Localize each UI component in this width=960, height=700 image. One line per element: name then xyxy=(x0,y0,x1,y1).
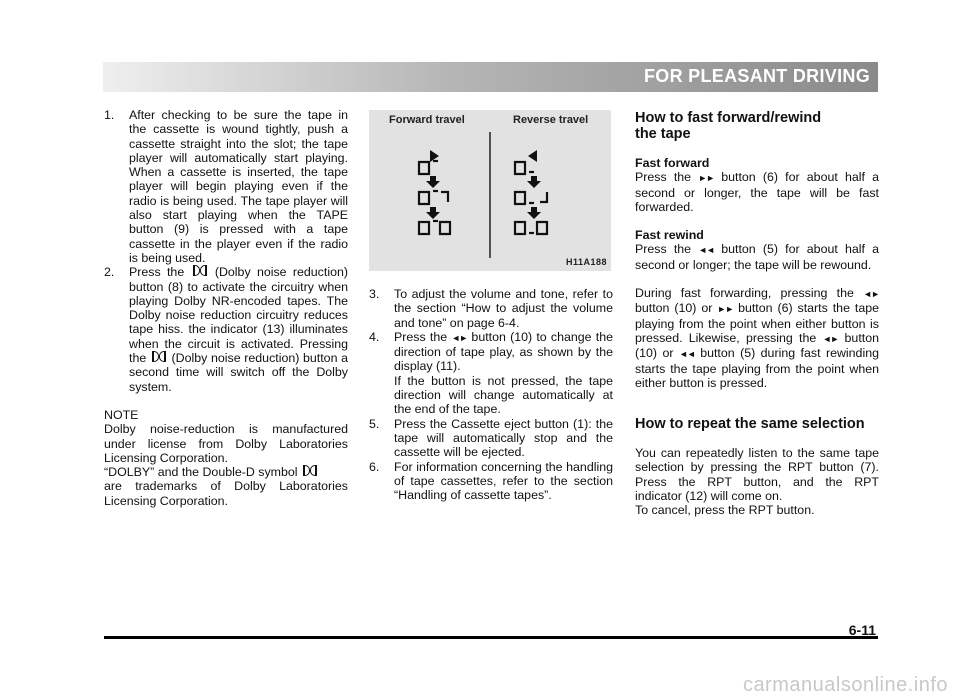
step-text: Press the Cassette eject button (1): the tape will automatically stop and the cassette will be ejected. xyxy=(394,416,613,460)
fast-forward-text xyxy=(635,170,879,214)
note-title: NOTE xyxy=(104,407,139,422)
during-fast-text xyxy=(635,286,879,390)
fast-forward-title: Fast forward xyxy=(635,156,710,170)
rewind-icon: ◄◄ xyxy=(698,245,715,256)
during-text-b: button (10) or xyxy=(635,301,713,316)
footer-rule xyxy=(104,636,878,639)
direction-change-icon: ◄► xyxy=(863,289,879,300)
step-6 xyxy=(369,460,613,503)
dolby-double-d-icon xyxy=(152,351,166,363)
step-text-c: (Dolby noise reduction) button a second time will switch off the Dolby system. xyxy=(129,351,348,394)
during-text-d: button (10) or xyxy=(635,330,879,361)
direction-change-icon: ◄► xyxy=(822,333,839,344)
rw-text-a: Press the xyxy=(635,242,692,257)
fast-forward-icon: ►► xyxy=(698,173,715,184)
watermark: carmanualsonline.info xyxy=(742,674,948,696)
figure-code: H11A188 xyxy=(565,257,607,267)
arrow-down-icon xyxy=(527,176,541,188)
reverse-travel-label: Reverse travel xyxy=(513,114,589,126)
rewind-icon: ◄◄ xyxy=(678,349,695,360)
section-title-line-1: How to fast forward/rewind xyxy=(635,110,822,126)
right-column xyxy=(635,110,879,518)
note-text-1: Dolby noise-reduction is manufactured under license from Dolby Laboratories Licensing Corporation. xyxy=(104,422,348,465)
middle-column xyxy=(369,287,613,502)
step-number: 5. xyxy=(369,416,380,431)
fast-rewind-text xyxy=(635,242,879,272)
step-text-a: Press the xyxy=(129,265,185,280)
dolby-double-d-icon xyxy=(303,465,317,477)
page-header-title: FOR PLEASANT DRIVING xyxy=(643,66,870,86)
section-title-fast-forward-rewind xyxy=(635,110,879,142)
arrow-down-icon xyxy=(527,207,541,219)
step-number: 1. xyxy=(104,108,115,122)
during-text-a: During fast forwarding, pressing the xyxy=(635,286,854,301)
note-text-3: are trademarks of Dolby Laboratories Licensing Corporation. xyxy=(104,479,348,508)
fast-rewind-title: Fast rewind xyxy=(635,228,704,243)
left-column xyxy=(104,108,348,508)
arrow-down-icon xyxy=(426,176,440,188)
step-number: 3. xyxy=(369,287,380,301)
step-text: For information concerning the handling of tape cassettes, refer to the section “Handling of cassette tapes”. xyxy=(394,459,613,503)
direction-change-icon: ◄► xyxy=(451,332,468,343)
section-title-repeat: How to repeat the same selection xyxy=(635,416,865,433)
forward-travel-label: Forward travel xyxy=(389,114,465,126)
step-number: 6. xyxy=(369,459,380,474)
step-text: After checking to be sure the tape in the cassette is wound tightly, push a cassette straight into the slot; the tape player will automatically start playing. When a cassette is inserted, the tape player will begin playing even if the radio is being used. The tape player will also start playing when the TAPE button (9) is pressed with a tape cassette in the player even if the radio is being used. xyxy=(129,108,348,265)
dolby-double-d-icon xyxy=(193,265,207,277)
rw-text-b: button (5) for about half a second or longer; the tape will be rewound. xyxy=(635,242,879,272)
during-text-c: button (6) starts the tape playing from the point when either button is pressed. Likewise, pressing the xyxy=(635,301,879,345)
steps-list-left xyxy=(104,108,348,394)
repeat-cancel-text: To cancel, press the RPT button. xyxy=(635,503,815,518)
page-number: 6-11 xyxy=(848,622,876,638)
fast-forward-icon: ►► xyxy=(717,304,734,315)
step-text-b: button (10) to change the direction of tape play, as shown by the display (11). xyxy=(394,329,614,374)
tape-display-diagram xyxy=(369,110,611,271)
step-number: 4. xyxy=(369,329,380,344)
steps-list-middle xyxy=(369,287,613,502)
step-3 xyxy=(369,287,613,330)
reverse-play-icon xyxy=(528,150,537,162)
step-text: To adjust the volume and tone, refer to the section “How to adjust the volume and tone” on page 6-4. xyxy=(394,287,613,330)
arrow-down-icon xyxy=(426,207,440,219)
repeat-text: You can repeatedly listen to the same tape selection by pressing the RPT button (7). Press the RPT button, and the RPT indicator (12) will come on. xyxy=(635,446,879,504)
step-5 xyxy=(369,417,613,460)
ff-text-a: Press the xyxy=(635,170,692,185)
note-text-2 xyxy=(104,465,348,479)
during-text-e: button (5) during fast rewinding starts the tape playing from the point when either button is pressed. xyxy=(635,346,879,390)
step-number: 2. xyxy=(104,265,115,280)
ff-text-b: button (6) for about half a second or longer, the tape will be fast forwarded. xyxy=(635,170,879,214)
step-text-b: (Dolby noise reduction) button (8) to activate the circuitry when playing Dolby NR-encoded tapes. The Dolby noise reduction circuitry reduces tape hiss. the indicator (13) illuminates when the circuit is activated. Pressing the xyxy=(129,265,348,366)
step-text-a: Press the xyxy=(394,329,448,344)
tape-direction-figure xyxy=(369,110,611,271)
note-text-2-a: “DOLBY” and the Double-D symbol xyxy=(104,465,298,480)
step-text-c: If the button is not pressed, the tape direction will change automatically at the end of the tape. xyxy=(394,373,613,417)
page-header-band xyxy=(103,62,878,92)
section-title-line-2: the tape xyxy=(635,126,691,142)
step-1 xyxy=(104,108,348,265)
step-2 xyxy=(104,265,348,394)
step-4 xyxy=(369,330,613,417)
